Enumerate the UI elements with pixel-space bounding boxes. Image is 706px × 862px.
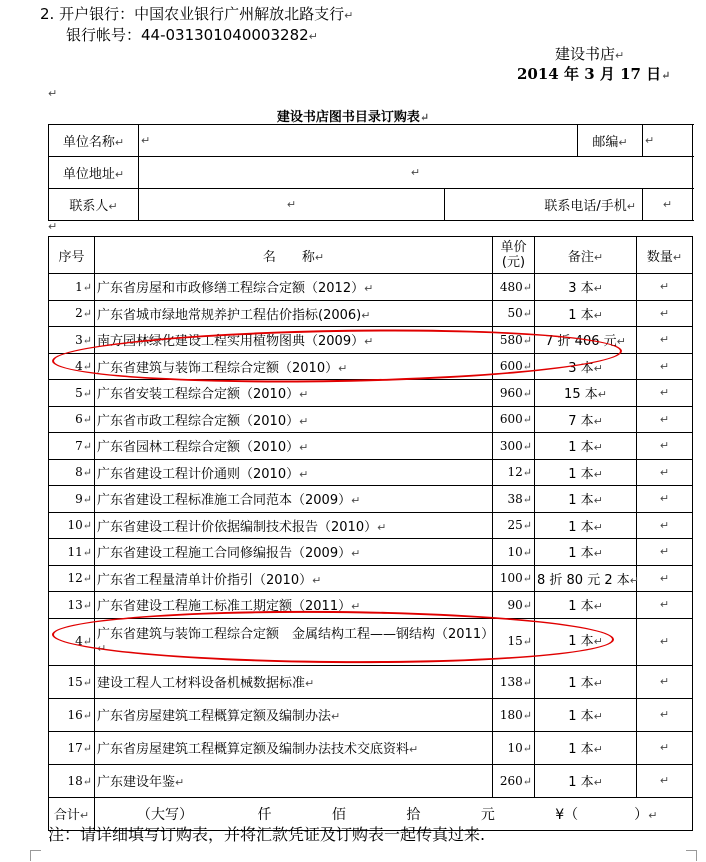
row-name-text: 建设工程人工材料设备机械数据标准 <box>97 676 306 691</box>
row-note: 3 本↵ <box>535 353 637 380</box>
row-seq: 8↵ <box>49 459 95 486</box>
row-seq: 4↵ <box>49 353 95 380</box>
row-qty[interactable]: ↵ <box>637 618 693 665</box>
row-name-text: 广东省城市绿地常规养护工程估价指标(2006) <box>97 307 362 323</box>
table-row <box>49 512 693 539</box>
row-price: 480↵ <box>493 274 535 301</box>
row-seq-text: 2 <box>75 306 83 321</box>
row-note-text: 1 本 <box>568 546 594 562</box>
row-qty[interactable]: ↵ <box>637 300 693 327</box>
table-row <box>49 565 693 592</box>
row-name: 建设工程人工材料设备机械数据标准↵ <box>95 665 493 698</box>
row-note: 7 折 406 元↵ <box>535 327 637 354</box>
row-price-text: 600 <box>499 359 523 374</box>
row-seq: 13↵ <box>49 592 95 619</box>
address-field[interactable]: ↵ <box>139 157 693 189</box>
paragraph-mark: ↵ <box>48 87 58 100</box>
row-name-text: 广东省建设工程计价通则（2010） <box>97 466 300 482</box>
row-qty[interactable]: ↵ <box>637 274 693 301</box>
store-signature: 建设书店↵ <box>555 45 625 63</box>
row-qty[interactable]: ↵ <box>637 539 693 566</box>
row-note-text: 15 本 <box>564 387 598 403</box>
row-name: 广东省建设工程计价通则（2010）↵ <box>95 459 493 486</box>
row-qty[interactable]: ↵ <box>637 327 693 354</box>
row-note-text: 1 本 <box>568 493 594 509</box>
row-seq: 2↵ <box>49 300 95 327</box>
header-price: 单价(元) <box>493 237 535 274</box>
row-price-text: 10 <box>507 740 523 755</box>
table-row <box>49 459 693 486</box>
row-name-text: 广东省安装工程综合定额（2010） <box>97 387 300 403</box>
row-note-text: 7 折 406 元 <box>545 334 617 350</box>
row-seq: 9↵ <box>49 486 95 513</box>
postcode-field[interactable]: ↵ <box>643 125 693 157</box>
row-seq: 3↵ <box>49 327 95 354</box>
row-note-text: 7 本 <box>568 413 594 429</box>
row-name: 广东省工程量清单计价指引（2010）↵ <box>95 565 493 592</box>
row-price: 25↵ <box>493 512 535 539</box>
row-price: 260↵ <box>493 764 535 797</box>
row-name: 广东省建设工程计价依据编制技术报告（2010）↵ <box>95 512 493 539</box>
row-name: 广东省城市绿地常规养护工程估价指标(2006)↵ <box>95 300 493 327</box>
row-note-text: 1 本 <box>568 599 594 615</box>
row-note: 1 本↵ <box>535 486 637 513</box>
buyer-info-table <box>48 124 693 221</box>
row-name-text: 广东省园林工程综合定额（2010） <box>97 440 300 456</box>
row-name-text: 广东省建设工程施工合同修编报告（2009） <box>97 546 352 562</box>
row-seq-text: 6 <box>75 412 83 427</box>
row-price-text: 300 <box>499 438 523 453</box>
row-price-text: 260 <box>499 773 523 788</box>
row-price-text: 138 <box>499 674 523 689</box>
table-row <box>49 764 693 797</box>
row-price: 600↵ <box>493 406 535 433</box>
row-note-text: 1 本 <box>568 633 594 649</box>
row-price-text: 480 <box>499 279 523 294</box>
row-note: 3 本↵ <box>535 274 637 301</box>
row-seq: 12↵ <box>49 565 95 592</box>
bank-line-2: 银行帐号：44-031301040003282↵ <box>66 26 318 44</box>
row-qty[interactable]: ↵ <box>637 459 693 486</box>
row-price: 50↵ <box>493 300 535 327</box>
row-seq-text: 9 <box>75 491 83 506</box>
footer-note: 注：请详细填写订购表，并将汇款凭证及订购表一起传真过来. <box>48 825 486 844</box>
table-row <box>49 274 693 301</box>
row-seq-text: 10 <box>67 518 83 533</box>
row-price: 15↵ <box>493 618 535 665</box>
row-seq: 11↵ <box>49 539 95 566</box>
row-seq-text: 8 <box>75 465 83 480</box>
row-note: 7 本↵ <box>535 406 637 433</box>
row-seq-text: 11 <box>67 544 83 559</box>
table-header-row <box>49 237 693 274</box>
header-seq: 序号 <box>49 237 95 274</box>
page-corner-mark <box>686 850 697 861</box>
row-seq: 15↵ <box>49 665 95 698</box>
row-note-text: 1 本 <box>568 742 594 757</box>
header-note: 备注↵ <box>535 237 637 274</box>
row-qty[interactable]: ↵ <box>637 433 693 460</box>
row-note: 15 本↵ <box>535 380 637 407</box>
row-price: 180↵ <box>493 698 535 731</box>
row-name-text: 广东省建设工程标准施工合同范本（2009） <box>97 493 352 509</box>
row-note-text: 1 本 <box>568 775 594 790</box>
row-seq-text: 15 <box>67 674 83 689</box>
row-seq-text: 16 <box>67 707 83 722</box>
contact-label: 联系人↵ <box>49 189 139 221</box>
row-seq: 5↵ <box>49 380 95 407</box>
signature-date: 2014 年 3 月 17 日↵ <box>517 65 671 83</box>
row-note-text: 1 本 <box>568 709 594 724</box>
row-note-text: 1 本 <box>568 676 594 691</box>
phone-label: 联系电话/手机↵ <box>445 189 643 221</box>
row-price-text: 580 <box>499 332 523 347</box>
table-row <box>49 665 693 698</box>
row-price: 300↵ <box>493 433 535 460</box>
total-amount[interactable]: （大写） 仟 佰 拾 元 ¥（ ）↵ <box>95 797 693 830</box>
row-seq-text: 1 <box>75 279 83 294</box>
row-qty[interactable]: ↵ <box>637 764 693 797</box>
row-note: 1 本↵ <box>535 539 637 566</box>
postcode-label: 邮编↵ <box>578 125 643 157</box>
table-row <box>49 486 693 513</box>
row-note-text: 3 本 <box>568 360 594 376</box>
table-row <box>49 698 693 731</box>
row-qty[interactable]: ↵ <box>637 486 693 513</box>
row-price: 12↵ <box>493 459 535 486</box>
row-price: 10↵ <box>493 731 535 764</box>
row-name: 广东省市政工程综合定额（2010）↵ <box>95 406 493 433</box>
row-price: 580↵ <box>493 327 535 354</box>
row-name: 广东省房屋和市政修缮工程综合定额（2012）↵ <box>95 274 493 301</box>
page-corner-mark <box>30 850 41 861</box>
row-price-text: 10 <box>507 544 523 559</box>
row-note: 1 本↵ <box>535 698 637 731</box>
row-price: 10↵ <box>493 539 535 566</box>
header-qty: 数量↵ <box>637 237 693 274</box>
row-note: 1 本↵ <box>535 592 637 619</box>
unit-name-field[interactable]: ↵ <box>139 125 578 157</box>
row-seq: 6↵ <box>49 406 95 433</box>
bank-line-1: 2. 开户银行：中国农业银行广州解放北路支行↵ <box>40 5 354 23</box>
table-row <box>49 731 693 764</box>
order-table <box>48 236 693 831</box>
row-note-text: 1 本 <box>568 307 594 323</box>
row-note: 1 本↵ <box>535 459 637 486</box>
paragraph-mark: ↵ <box>48 220 58 233</box>
row-qty[interactable]: ↵ <box>637 731 693 764</box>
row-name-text: 广东省建筑与装饰工程综合定额（2010） <box>97 360 339 376</box>
row-price-text: 100 <box>499 571 523 586</box>
row-qty[interactable]: ↵ <box>637 665 693 698</box>
row-seq-text: 4 <box>75 359 83 374</box>
row-price-text: 960 <box>499 385 523 400</box>
row-seq-text: 7 <box>75 438 83 453</box>
row-qty[interactable]: ↵ <box>637 380 693 407</box>
row-name: 广东省房屋建筑工程概算定额及编制办法技术交底资料↵ <box>95 731 493 764</box>
row-name-text: 广东省房屋和市政修缮工程综合定额（2012） <box>97 281 365 297</box>
row-price: 38↵ <box>493 486 535 513</box>
row-price: 960↵ <box>493 380 535 407</box>
row-price-text: 25 <box>507 518 523 533</box>
row-seq: 18↵ <box>49 764 95 797</box>
unit-name-label: 单位名称↵ <box>49 125 139 157</box>
row-seq: 4↵ <box>49 618 95 665</box>
row-price: 138↵ <box>493 665 535 698</box>
row-name: 广东省安装工程综合定额（2010）↵ <box>95 380 493 407</box>
row-note-text: 8 折 80 元 2 本 <box>537 572 630 588</box>
row-seq-text: 18 <box>67 773 83 788</box>
row-note: 1 本↵ <box>535 300 637 327</box>
row-qty[interactable]: ↵ <box>637 592 693 619</box>
row-name-text: 广东省建设工程计价依据编制技术报告（2010） <box>97 519 378 535</box>
row-note: 1 本↵ <box>535 731 637 764</box>
row-seq-text: 5 <box>75 385 83 400</box>
row-note: 1 本↵ <box>535 433 637 460</box>
row-name-text: 广东省建筑与装饰工程综合定额 金属结构工程——钢结构（2011） <box>97 626 495 642</box>
row-price-text: 50 <box>507 306 523 321</box>
table-row <box>49 380 693 407</box>
row-seq: 16↵ <box>49 698 95 731</box>
row-note-text: 3 本 <box>568 281 594 297</box>
row-name-text: 广东省市政工程综合定额（2010） <box>97 413 300 429</box>
contact-field[interactable]: ↵ <box>139 189 445 221</box>
total-label: 合计↵ <box>49 797 95 830</box>
row-seq: 7↵ <box>49 433 95 460</box>
row-name: 广东省建设工程标准施工合同范本（2009）↵ <box>95 486 493 513</box>
row-name: 广东省建设工程施工标准工期定额（2011）↵ <box>95 592 493 619</box>
row-price-text: 15 <box>507 634 523 648</box>
row-price: 600↵ <box>493 353 535 380</box>
row-name: 广东省建设工程施工合同修编报告（2009）↵ <box>95 539 493 566</box>
row-seq-text: 3 <box>75 332 83 347</box>
row-seq-text: 4 <box>75 634 83 648</box>
row-seq: 17↵ <box>49 731 95 764</box>
row-price-text: 600 <box>499 412 523 427</box>
row-name-text: 广东建设年鉴 <box>97 775 176 790</box>
row-note: 8 折 80 元 2 本↵ <box>535 565 637 592</box>
row-note: 1 本↵ <box>535 665 637 698</box>
row-seq-text: 12 <box>67 571 83 586</box>
row-price-text: 90 <box>507 597 523 612</box>
row-name: 广东省园林工程综合定额（2010）↵ <box>95 433 493 460</box>
row-name-text: 广东省房屋建筑工程概算定额及编制办法 <box>97 709 332 724</box>
row-name-text: 南方园林绿化建设工程实用植物图典（2009） <box>97 334 365 350</box>
row-price-text: 180 <box>499 707 523 722</box>
row-qty[interactable]: ↵ <box>637 698 693 731</box>
row-note: 1 本↵ <box>535 618 637 665</box>
row-name-text: 广东省房屋建筑工程概算定额及编制办法技术交底资料 <box>97 742 410 757</box>
row-price: 90↵ <box>493 592 535 619</box>
row-qty[interactable]: ↵ <box>637 512 693 539</box>
table-row <box>49 406 693 433</box>
row-seq-text: 17 <box>67 740 83 755</box>
row-note-text: 1 本 <box>568 440 594 456</box>
row-price: 100↵ <box>493 565 535 592</box>
phone-field[interactable]: ↵ <box>643 189 693 221</box>
table-row <box>49 433 693 460</box>
row-qty[interactable]: ↵ <box>637 353 693 380</box>
row-seq: 10↵ <box>49 512 95 539</box>
row-qty[interactable]: ↵ <box>637 565 693 592</box>
form-title: 建设书店图书目录订购表↵ <box>276 110 430 125</box>
row-name: 广东省建筑与装饰工程综合定额（2010）↵ <box>95 353 493 380</box>
row-name-text: 广东省工程量清单计价指引（2010） <box>97 572 313 588</box>
row-name: 南方园林绿化建设工程实用植物图典（2009）↵ <box>95 327 493 354</box>
address-label: 单位地址↵ <box>49 157 139 189</box>
row-name: 广东省建筑与装饰工程综合定额 金属结构工程——钢结构（2011）↵ <box>95 618 493 665</box>
table-row <box>49 300 693 327</box>
row-name: 广东省房屋建筑工程概算定额及编制办法↵ <box>95 698 493 731</box>
row-name-text: 广东省建设工程施工标准工期定额（2011） <box>97 599 352 615</box>
row-note-text: 1 本 <box>568 466 594 482</box>
row-seq: 1↵ <box>49 274 95 301</box>
row-qty[interactable]: ↵ <box>637 406 693 433</box>
row-note: 1 本↵ <box>535 512 637 539</box>
row-price-text: 38 <box>507 491 523 506</box>
row-note-text: 1 本 <box>568 519 594 535</box>
header-name: 名 称↵ <box>95 237 493 274</box>
table-row <box>49 539 693 566</box>
row-name: 广东建设年鉴↵ <box>95 764 493 797</box>
row-seq-text: 13 <box>67 597 83 612</box>
row-note: 1 本↵ <box>535 764 637 797</box>
row-price-text: 12 <box>507 465 523 480</box>
